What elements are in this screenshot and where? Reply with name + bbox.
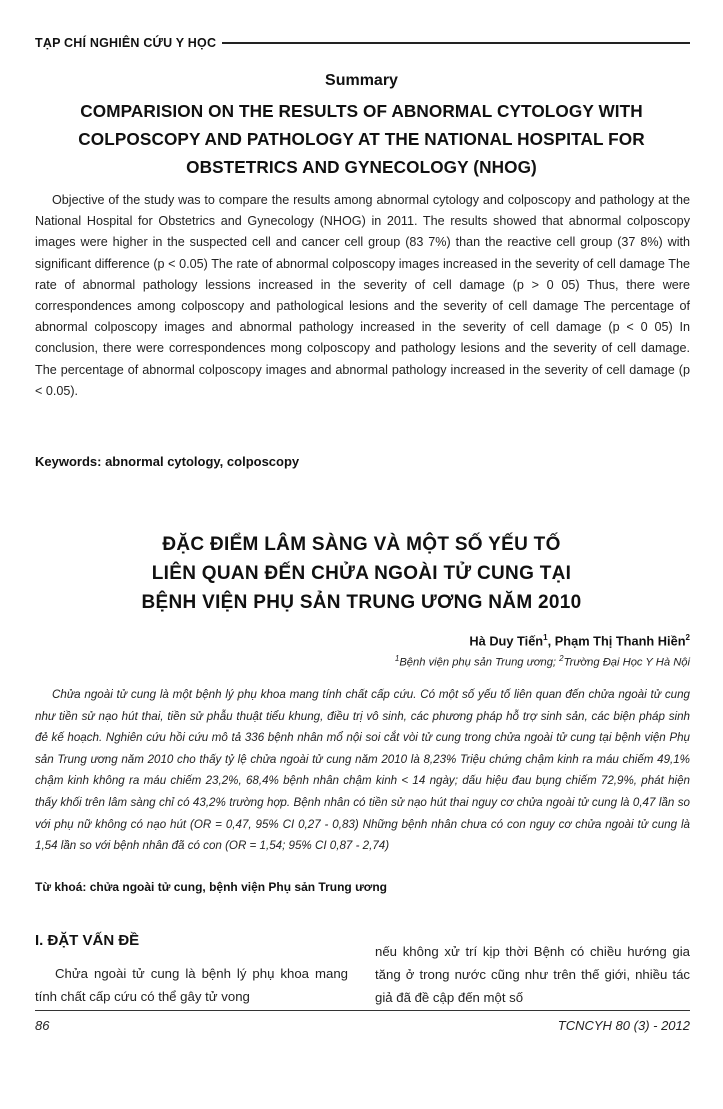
- body-column-right: nếu không xử trí kịp thời Bệnh có chiều hướng gia tăng ở trong nước cũng như trên thế giới, nhiều tác giả đã đề cập đến một số: [375, 944, 690, 1005]
- english-title: COMPARISION ON THE RESULTS OF ABNORMAL CYTOLOGY WITH COLPOSCOPY AND PATHOLOGY AT THE NATIONAL HOSPITAL FOR OBSTETRICS AND GYNECOLOGY (NHOG): [78, 101, 645, 177]
- body-column-left: Chửa ngoài tử cung là bệnh lý phụ khoa mang tính chất cấp cứu có thể gây tử vong: [35, 966, 348, 1004]
- affiliation-2-mark: 2: [559, 654, 564, 663]
- article-title: [0, 530, 723, 617]
- english-keywords: Keywords: abnormal cytology, colposcopy: [35, 454, 300, 469]
- affiliation-1-mark: 1: [394, 654, 400, 663]
- article-title-line-2: LIÊN QUAN ĐẾN CHỬA NGOÀI TỬ CUNG TẠI: [151, 563, 572, 584]
- vietnamese-keywords: Từ khoá: chửa ngoài tử cung, bệnh viện Phụ sản Trung ương: [35, 880, 387, 894]
- author-2-affiliation-mark: 2: [685, 633, 690, 642]
- author-1: Hà Duy Tiến: [469, 633, 544, 649]
- author-list: [469, 633, 690, 648]
- footer-rule: [35, 1010, 690, 1011]
- english-abstract: Objective of the study was to compare the results among abnormal cytology and colposcopy and pathology at the National Hospital for Obstetrics and Gynecology (NHOG) in 2011. The results showed that abnormal colposcopy images were higher in the suspected cell and cancer cell group (83 7%) than the reactive cell group (37 8%) with significant difference (p < 0.05) The rate of abnormal colposcopy images increased in the severity of cell damage The rate of abnormal pathology lessions increased in the severity of cell damage (p > 0 05) Thus, there were correspondences among colposcopy and pathological lesions and the severity of cell damage The percentage of abnormal colposcopy images and abnormal pathology increased in the severity of cell damage (p < 0 05) In conclusion, there were correspondences mong colposcopy and pathology lesions and the severity of cell damage. The percentage of abnormal colposcopy images and abnormal pathology increased in the severity of cell damage (p < 0.05).: [35, 193, 690, 398]
- affiliation-2: Trường Đại Học Y Hà Nội: [563, 656, 690, 669]
- author-1-affiliation-mark: 1: [543, 633, 548, 642]
- section-heading-introduction: I. ĐẶT VẤN ĐỀ: [35, 932, 140, 949]
- author-2: Phạm Thị Thanh Hiền: [554, 633, 686, 649]
- vietnamese-abstract: Chửa ngoài tử cung là một bệnh lý phụ khoa mang tính chất cấp cứu. Có một số yếu tố liên quan đến chửa ngoài tử cung như tiền sử nạo hút thai, tiền sử phẫu thuật tiểu khung, điều trị vô sinh, các phương pháp hỗ trợ sinh sản, các biện pháp sinh đẻ kế hoạch. Nghiên cứu hồi cứu mô tả 336 bệnh nhân mổ nội soi cắt vòi tử cung trong chửa ngoài tử cung tại bệnh viện Phụ sản Trung ương năm 2010 cho thấy tỷ lệ chửa ngoài tử cung năm 2010 là 8,23% Triệu chứng chậm kinh ra máu chiếm 49,1% chậm kinh không ra máu chiếm 23,2%, 68,4% bệnh nhân chậm kinh < 14 ngày; dấu hiệu đau bụng chiếm 72,9%, phát hiện thấy khối trên lâm sàng chỉ có 43,2% trường hợp. Bệnh nhân có tiền sử nạo hút thai nguy cơ chửa ngoài tử cung là 0,47 lần so với phụ nữ không có nạo hút (OR = 0,47, 95% CI 0,27 - 0,83) Những bệnh nhân chưa có con nguy cơ chửa ngoài tử cung là 1,54 lần so với bệnh nhân đã có con (OR = 1,54; 95% CI 0,87 - 2,74): [35, 688, 690, 853]
- header-rule: [222, 42, 690, 44]
- journal-header: [35, 34, 690, 52]
- page-number: 86: [35, 1018, 50, 1033]
- journal-name: TẠP CHÍ NGHIÊN CỨU Y HỌC: [35, 36, 217, 50]
- summary-label: Summary: [325, 72, 398, 89]
- author-separator: ,: [547, 633, 555, 649]
- article-title-line-3: BỆNH VIỆN PHỤ SẢN TRUNG ƯƠNG NĂM 2010: [141, 592, 582, 613]
- affiliation-1: Bệnh viện phụ sản Trung ương;: [399, 656, 560, 669]
- journal-reference: TCNCYH 80 (3) - 2012: [557, 1018, 690, 1033]
- article-title-line-1: ĐẶC ĐIỂM LÂM SÀNG VÀ MỘT SỐ YẾU TỐ: [162, 534, 561, 555]
- affiliations: [395, 654, 690, 669]
